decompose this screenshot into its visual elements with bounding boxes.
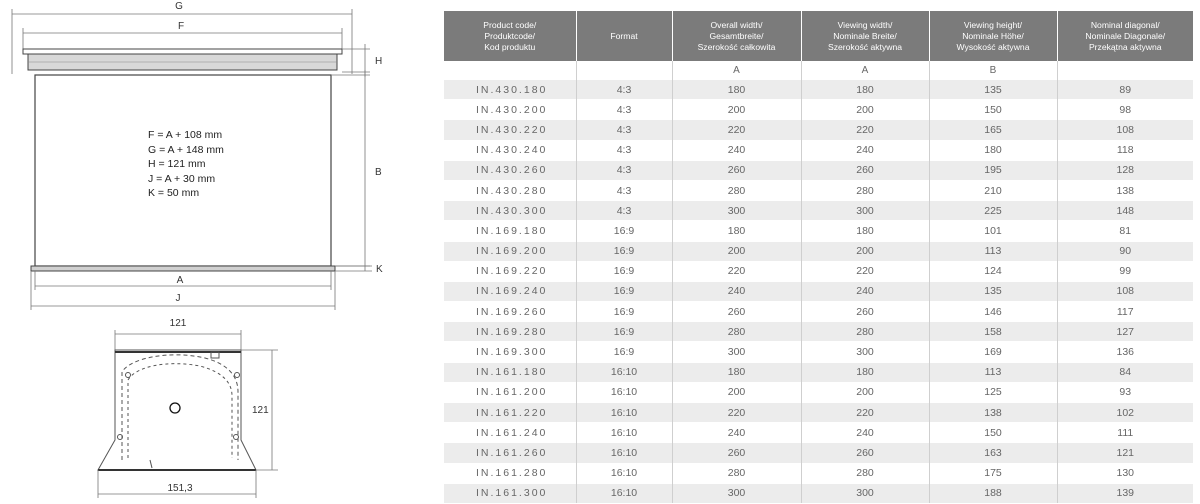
cell-viewing-height: 188 bbox=[929, 483, 1057, 503]
cell-format: 16:9 bbox=[576, 342, 672, 362]
cell-overall-width: 260 bbox=[672, 160, 801, 180]
cell-product-code: IN.161.260 bbox=[444, 443, 576, 463]
cell-nominal-diagonal: 108 bbox=[1057, 120, 1193, 140]
cell-nominal-diagonal: 111 bbox=[1057, 423, 1193, 443]
specification-table bbox=[444, 11, 1193, 503]
cross-section-profile bbox=[98, 350, 256, 470]
cell-nominal-diagonal: 121 bbox=[1057, 443, 1193, 463]
formula-k: K = 50 mm bbox=[148, 187, 200, 199]
header-viewing-width: Viewing width/ Nominale Breite/ Szerokość aktywna bbox=[801, 11, 929, 61]
cell-format: 4:3 bbox=[576, 160, 672, 180]
cell-overall-width: 240 bbox=[672, 281, 801, 301]
header-format: Format bbox=[576, 11, 672, 61]
table-header bbox=[444, 11, 1193, 61]
table-row bbox=[444, 281, 1193, 301]
cell-nominal-diagonal: 148 bbox=[1057, 201, 1193, 221]
cell-format: 16:9 bbox=[576, 281, 672, 301]
cell-nominal-diagonal: 136 bbox=[1057, 342, 1193, 362]
cell-overall-width: 220 bbox=[672, 403, 801, 423]
cell-product-code: IN.161.180 bbox=[444, 362, 576, 382]
subheader-cell bbox=[576, 61, 672, 80]
cell-viewing-height: 146 bbox=[929, 302, 1057, 322]
formula-j: J = A + 30 mm bbox=[148, 172, 216, 185]
cell-nominal-diagonal: 117 bbox=[1057, 302, 1193, 322]
cell-overall-width: 260 bbox=[672, 302, 801, 322]
cell-overall-width: 280 bbox=[672, 180, 801, 200]
cell-format: 16:10 bbox=[576, 423, 672, 443]
cell-viewing-width: 180 bbox=[801, 221, 929, 241]
cell-viewing-width: 280 bbox=[801, 180, 929, 200]
formula-f: F = A + 108 mm bbox=[148, 129, 223, 141]
cell-viewing-width: 240 bbox=[801, 140, 929, 160]
label-section-width: 121 bbox=[169, 318, 187, 329]
label-k: K bbox=[376, 264, 383, 275]
cell-nominal-diagonal: 118 bbox=[1057, 140, 1193, 160]
cell-product-code: IN.169.300 bbox=[444, 342, 576, 362]
label-j: J bbox=[175, 293, 181, 304]
cell-viewing-width: 260 bbox=[801, 443, 929, 463]
cell-viewing-height: 163 bbox=[929, 443, 1057, 463]
cell-format: 16:9 bbox=[576, 261, 672, 281]
cell-viewing-width: 200 bbox=[801, 241, 929, 261]
cell-nominal-diagonal: 138 bbox=[1057, 180, 1193, 200]
cell-product-code: IN.430.300 bbox=[444, 201, 576, 221]
cell-overall-width: 200 bbox=[672, 100, 801, 120]
header-product-code: Product code/ Produktcode/ Kod produktu bbox=[444, 11, 576, 61]
cell-product-code: IN.161.220 bbox=[444, 403, 576, 423]
screen-housing bbox=[23, 49, 342, 70]
subheader-cell bbox=[1057, 61, 1193, 80]
table-row bbox=[444, 463, 1193, 483]
formula-h: H = 121 mm bbox=[148, 158, 206, 170]
subheader-cell: A bbox=[801, 61, 929, 80]
cell-viewing-width: 220 bbox=[801, 261, 929, 281]
cell-format: 16:10 bbox=[576, 443, 672, 463]
cell-overall-width: 220 bbox=[672, 261, 801, 281]
table-row bbox=[444, 403, 1193, 423]
cell-overall-width: 240 bbox=[672, 140, 801, 160]
label-section-base: 151,3 bbox=[167, 483, 193, 494]
cell-viewing-width: 200 bbox=[801, 382, 929, 402]
cell-viewing-width: 260 bbox=[801, 160, 929, 180]
cell-overall-width: 180 bbox=[672, 221, 801, 241]
cell-viewing-width: 180 bbox=[801, 80, 929, 100]
cell-format: 16:9 bbox=[576, 221, 672, 241]
cell-viewing-height: 101 bbox=[929, 221, 1057, 241]
cell-viewing-width: 220 bbox=[801, 120, 929, 140]
cell-nominal-diagonal: 89 bbox=[1057, 80, 1193, 100]
cell-format: 16:10 bbox=[576, 362, 672, 382]
label-a: A bbox=[176, 275, 184, 286]
table-body bbox=[444, 61, 1193, 503]
cell-overall-width: 300 bbox=[672, 342, 801, 362]
table-row bbox=[444, 423, 1193, 443]
table-row bbox=[444, 241, 1193, 261]
cell-nominal-diagonal: 99 bbox=[1057, 261, 1193, 281]
cell-viewing-height: 195 bbox=[929, 160, 1057, 180]
cell-overall-width: 300 bbox=[672, 483, 801, 503]
cell-viewing-height: 175 bbox=[929, 463, 1057, 483]
label-b: B bbox=[375, 167, 382, 178]
cell-format: 4:3 bbox=[576, 201, 672, 221]
cell-overall-width: 300 bbox=[672, 201, 801, 221]
cell-product-code: IN.169.220 bbox=[444, 261, 576, 281]
dimension-k bbox=[335, 266, 372, 271]
subheader-cell bbox=[444, 61, 576, 80]
table-row bbox=[444, 180, 1193, 200]
cell-viewing-height: 150 bbox=[929, 423, 1057, 443]
formula-g: G = A + 148 mm bbox=[148, 143, 224, 156]
cell-product-code: IN.169.260 bbox=[444, 302, 576, 322]
cell-format: 4:3 bbox=[576, 100, 672, 120]
cell-nominal-diagonal: 81 bbox=[1057, 221, 1193, 241]
header-viewing-height: Viewing height/ Nominale Höhe/ Wysokość aktywna bbox=[929, 11, 1057, 61]
cell-product-code: IN.161.200 bbox=[444, 382, 576, 402]
cell-format: 16:10 bbox=[576, 403, 672, 423]
cell-viewing-width: 240 bbox=[801, 423, 929, 443]
label-g: G bbox=[175, 1, 183, 12]
cell-product-code: IN.430.220 bbox=[444, 120, 576, 140]
header-overall-width: Overall width/ Gesamtbreite/ Szerokość całkowita bbox=[672, 11, 801, 61]
cell-format: 16:9 bbox=[576, 302, 672, 322]
table-row bbox=[444, 382, 1193, 402]
cell-overall-width: 200 bbox=[672, 241, 801, 261]
table-row bbox=[444, 322, 1193, 342]
cell-format: 4:3 bbox=[576, 180, 672, 200]
table-subheader-row bbox=[444, 61, 1193, 80]
dimension-h bbox=[342, 44, 370, 77]
table-row bbox=[444, 100, 1193, 120]
cell-overall-width: 260 bbox=[672, 443, 801, 463]
cell-nominal-diagonal: 84 bbox=[1057, 362, 1193, 382]
cell-format: 16:10 bbox=[576, 463, 672, 483]
cell-nominal-diagonal: 139 bbox=[1057, 483, 1193, 503]
cell-product-code: IN.430.240 bbox=[444, 140, 576, 160]
technical-drawing bbox=[0, 0, 400, 504]
table-row bbox=[444, 140, 1193, 160]
cell-overall-width: 280 bbox=[672, 463, 801, 483]
cell-viewing-height: 138 bbox=[929, 403, 1057, 423]
table-row bbox=[444, 160, 1193, 180]
cell-overall-width: 180 bbox=[672, 362, 801, 382]
cell-viewing-width: 300 bbox=[801, 483, 929, 503]
table-row bbox=[444, 261, 1193, 281]
cell-viewing-height: 135 bbox=[929, 80, 1057, 100]
cell-viewing-width: 260 bbox=[801, 302, 929, 322]
cell-format: 4:3 bbox=[576, 120, 672, 140]
cell-viewing-height: 210 bbox=[929, 180, 1057, 200]
cell-nominal-diagonal: 127 bbox=[1057, 322, 1193, 342]
cell-product-code: IN.430.260 bbox=[444, 160, 576, 180]
cell-viewing-height: 158 bbox=[929, 322, 1057, 342]
cell-product-code: IN.169.240 bbox=[444, 281, 576, 301]
cell-viewing-height: 135 bbox=[929, 281, 1057, 301]
cell-format: 16:9 bbox=[576, 241, 672, 261]
cell-format: 16:9 bbox=[576, 322, 672, 342]
table-row bbox=[444, 221, 1193, 241]
table-row bbox=[444, 362, 1193, 382]
cell-viewing-height: 150 bbox=[929, 100, 1057, 120]
cell-overall-width: 180 bbox=[672, 80, 801, 100]
cell-nominal-diagonal: 130 bbox=[1057, 463, 1193, 483]
cell-overall-width: 220 bbox=[672, 120, 801, 140]
cell-viewing-height: 180 bbox=[929, 140, 1057, 160]
cell-nominal-diagonal: 98 bbox=[1057, 100, 1193, 120]
cell-product-code: IN.169.180 bbox=[444, 221, 576, 241]
cell-viewing-width: 200 bbox=[801, 100, 929, 120]
cell-product-code: IN.169.280 bbox=[444, 322, 576, 342]
subheader-cell: A bbox=[672, 61, 801, 80]
table-row bbox=[444, 302, 1193, 322]
cell-viewing-height: 125 bbox=[929, 382, 1057, 402]
bottom-bar bbox=[31, 266, 335, 271]
cell-product-code: IN.430.200 bbox=[444, 100, 576, 120]
cell-viewing-height: 113 bbox=[929, 362, 1057, 382]
label-section-height: 121 bbox=[252, 405, 269, 416]
table-row bbox=[444, 80, 1193, 100]
label-f: F bbox=[177, 21, 185, 32]
cell-nominal-diagonal: 93 bbox=[1057, 382, 1193, 402]
cell-product-code: IN.430.280 bbox=[444, 180, 576, 200]
cell-format: 4:3 bbox=[576, 80, 672, 100]
cell-viewing-height: 225 bbox=[929, 201, 1057, 221]
cell-nominal-diagonal: 102 bbox=[1057, 403, 1193, 423]
table-row bbox=[444, 483, 1193, 503]
table-row bbox=[444, 120, 1193, 140]
cell-nominal-diagonal: 90 bbox=[1057, 241, 1193, 261]
cell-viewing-width: 300 bbox=[801, 201, 929, 221]
cell-product-code: IN.169.200 bbox=[444, 241, 576, 261]
cell-viewing-width: 280 bbox=[801, 322, 929, 342]
table-row bbox=[444, 443, 1193, 463]
cell-viewing-width: 300 bbox=[801, 342, 929, 362]
cell-viewing-height: 165 bbox=[929, 120, 1057, 140]
cell-viewing-width: 240 bbox=[801, 281, 929, 301]
dimension-section-width bbox=[115, 330, 241, 350]
cell-overall-width: 240 bbox=[672, 423, 801, 443]
cell-nominal-diagonal: 108 bbox=[1057, 281, 1193, 301]
table-row bbox=[444, 201, 1193, 221]
cell-product-code: IN.161.280 bbox=[444, 463, 576, 483]
label-h: H bbox=[375, 56, 383, 67]
cell-viewing-height: 113 bbox=[929, 241, 1057, 261]
cell-overall-width: 200 bbox=[672, 382, 801, 402]
cell-product-code: IN.161.240 bbox=[444, 423, 576, 443]
cell-viewing-height: 169 bbox=[929, 342, 1057, 362]
cell-viewing-width: 220 bbox=[801, 403, 929, 423]
cell-format: 16:10 bbox=[576, 382, 672, 402]
cell-nominal-diagonal: 128 bbox=[1057, 160, 1193, 180]
dimension-formulas bbox=[148, 128, 224, 201]
cell-format: 4:3 bbox=[576, 140, 672, 160]
cell-viewing-width: 180 bbox=[801, 362, 929, 382]
dimension-b bbox=[331, 70, 370, 271]
cell-viewing-width: 280 bbox=[801, 463, 929, 483]
header-nominal-diagonal: Nominal diagonal/ Nominale Diagonale/ Przekątna aktywna bbox=[1057, 11, 1193, 61]
cell-overall-width: 280 bbox=[672, 322, 801, 342]
cell-product-code: IN.161.300 bbox=[444, 483, 576, 503]
cell-viewing-height: 124 bbox=[929, 261, 1057, 281]
cell-product-code: IN.430.180 bbox=[444, 80, 576, 100]
table-row bbox=[444, 342, 1193, 362]
cell-format: 16:10 bbox=[576, 483, 672, 503]
subheader-cell: B bbox=[929, 61, 1057, 80]
